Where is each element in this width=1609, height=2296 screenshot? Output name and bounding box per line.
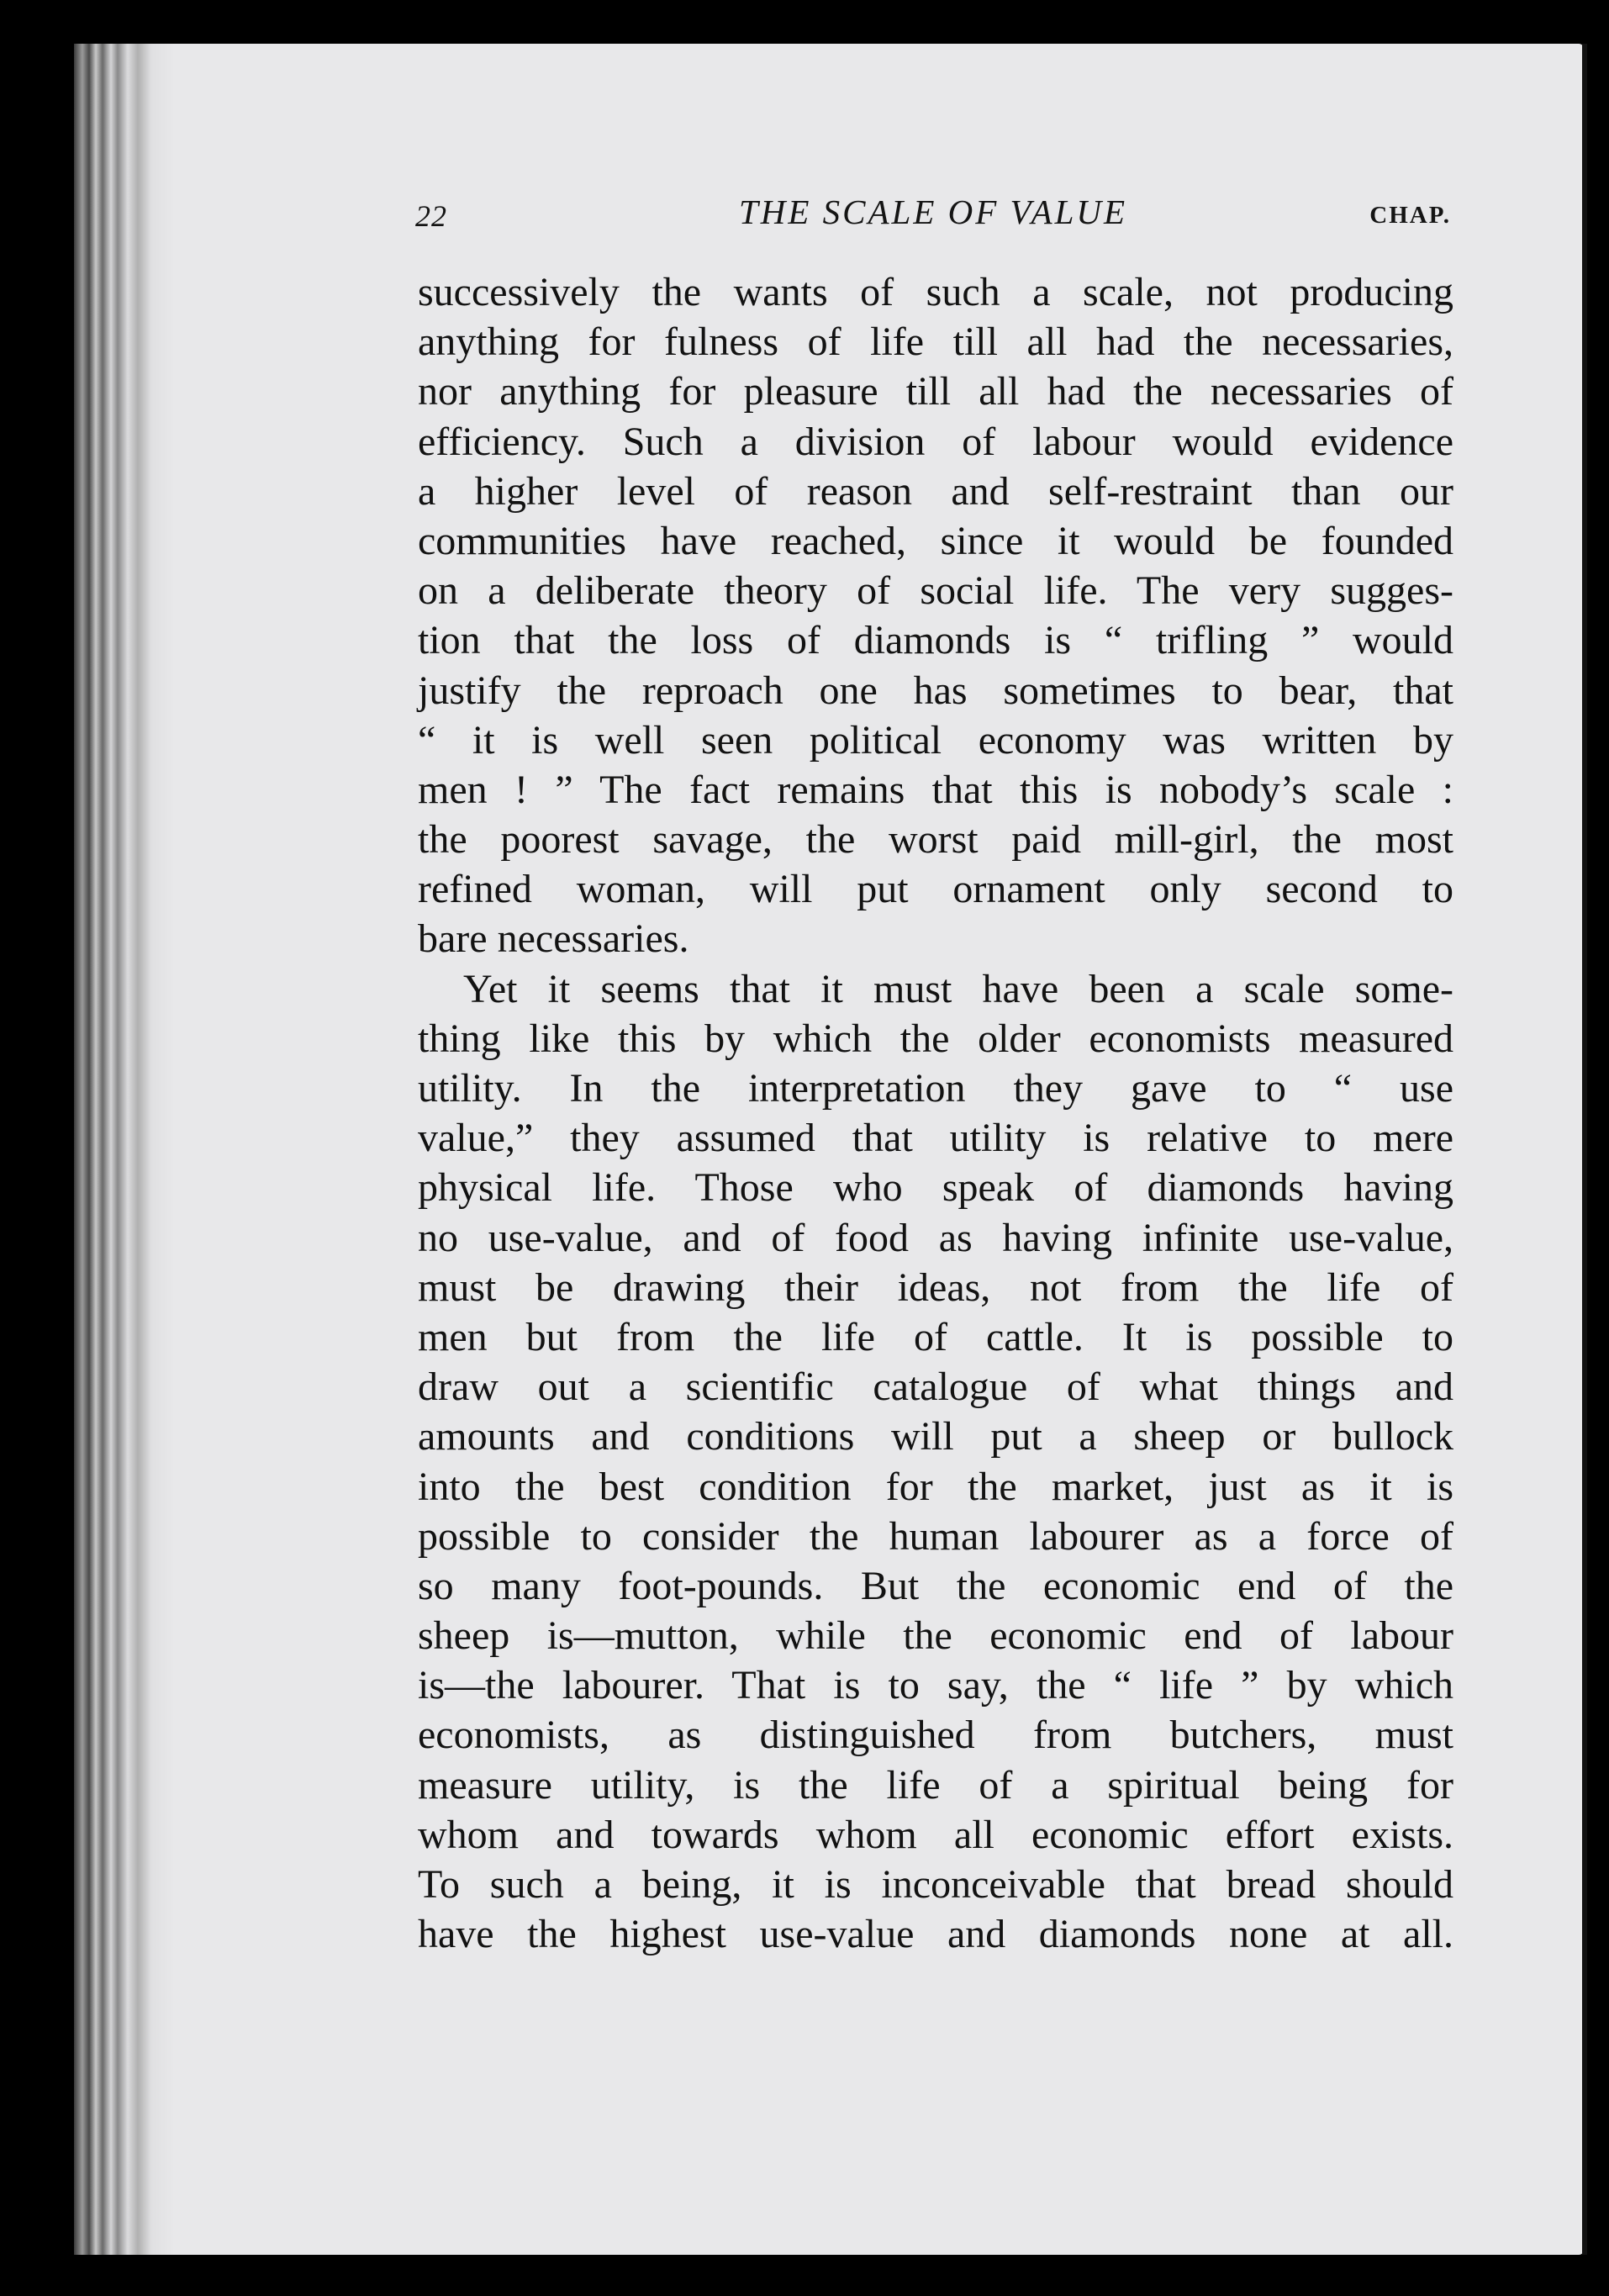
text-line: possible to consider the human labourer as a force of: [418, 1513, 1453, 1559]
text-line: sheep is—mutton, while the economic end of labour: [418, 1613, 1453, 1659]
text-line: amounts and conditions will put a sheep or bullock: [418, 1414, 1453, 1459]
text-line: into the best condition for the market, just as it is: [418, 1464, 1453, 1509]
page-edge: [1582, 44, 1587, 2255]
text-line: measure utility, is the life of a spiritual being for: [418, 1762, 1453, 1808]
running-head: [415, 192, 1451, 242]
binding-gutter: [74, 44, 175, 2255]
text-line: To such a being, it is inconceivable that bread should: [418, 1862, 1453, 1907]
text-line: is—the labourer. That is to say, the “ life ” by which: [418, 1663, 1453, 1708]
text-line: on a deliberate theory of social life. The very sugges-: [418, 568, 1453, 614]
text-line: the poorest savage, the worst paid mill-girl, the most: [418, 817, 1453, 863]
text-line: men but from the life of cattle. It is possible to: [418, 1314, 1453, 1359]
text-line: nor anything for pleasure till all had the necessaries of: [418, 369, 1453, 414]
text-line: whom and towards whom all economic effort exists.: [418, 1812, 1453, 1857]
text-line: men ! ” The fact remains that this is nobody’s scale :: [418, 767, 1453, 812]
text-line: must be drawing their ideas, not from the life of: [418, 1264, 1453, 1310]
text-line: thing like this by which the older economists measured: [418, 1016, 1453, 1061]
text-line: have the highest use-value and diamonds none at all.: [418, 1912, 1453, 1957]
running-title: THE SCALE OF VALUE: [738, 193, 1128, 231]
text-line: utility. In the interpretation they gave to “ use: [418, 1066, 1453, 1111]
text-line: “ it is well seen political economy was written by: [418, 717, 1453, 763]
text-line: anything for fulness of life till all had the necessaries,: [418, 319, 1453, 365]
text-line: justify the reproach one has sometimes to bear, that: [418, 668, 1453, 713]
text-line: successively the wants of such a scale, not producing: [418, 270, 1453, 314]
text-line: tion that the loss of diamonds is “ trifling ” would: [418, 618, 1453, 663]
text-line: draw out a scientific catalogue of what things and: [418, 1364, 1453, 1410]
body-text: [418, 267, 1453, 1959]
text-line: efficiency. Such a division of labour would evidence: [418, 419, 1453, 464]
text-line: a higher level of reason and self-restraint than our: [418, 468, 1453, 514]
paragraph-end-line: bare necessaries.: [418, 916, 689, 962]
chapter-label: CHAP.: [1369, 202, 1451, 229]
text-line: communities have reached, since it would be founded: [418, 518, 1453, 563]
page-number: 22: [415, 199, 447, 233]
text-line: economists, as distinguished from butchers, must: [418, 1713, 1453, 1758]
text-line: refined woman, will put ornament only second to: [418, 867, 1453, 912]
text-line: physical life. Those who speak of diamonds having: [418, 1165, 1453, 1211]
text-line: so many foot-pounds. But the economic end of the: [418, 1563, 1453, 1608]
text-line: no use-value, and of food as having infinite use-value,: [418, 1215, 1453, 1260]
text-line: value,” they assumed that utility is relative to mere: [418, 1116, 1453, 1161]
paragraph-start-line: Yet it seems that it must have been a scale some-: [463, 966, 1453, 1011]
